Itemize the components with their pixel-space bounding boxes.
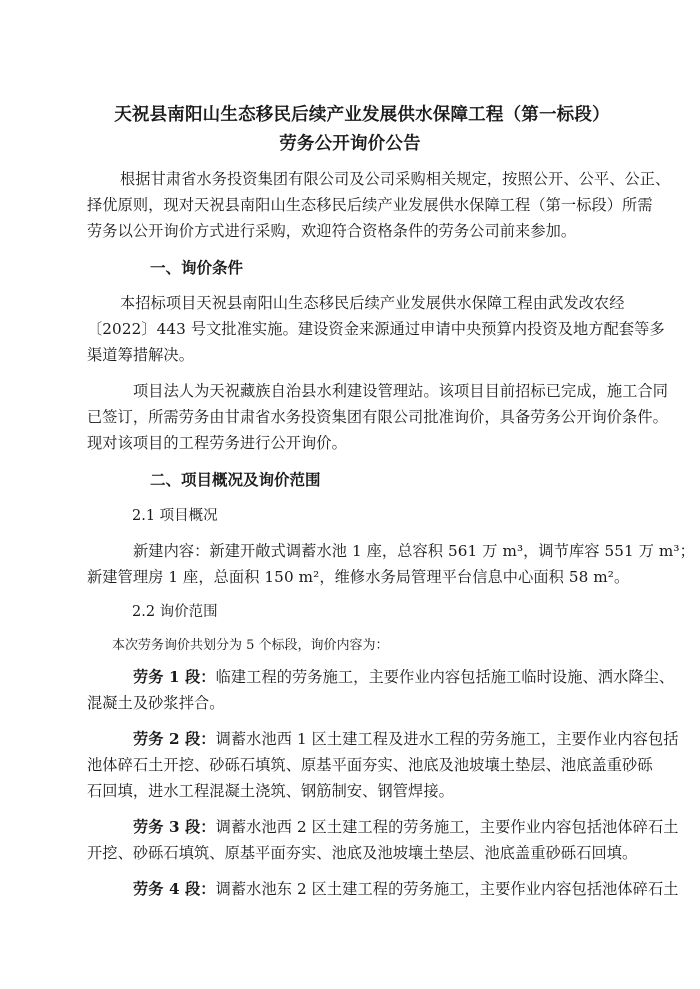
section-1-heading: 一、询价条件: [150, 258, 244, 277]
lot-1-label: 劳务 1 段：: [133, 668, 216, 686]
intro-line-2: 择优原则，现对天祝县南阳山生态移民后续产业发展供水保障工程（第一标段）所需: [87, 196, 653, 214]
lot-3-text: 调蓄水池西 2 区土建工程的劳务施工，主要作业内容包括池体碎石土: [215, 818, 679, 836]
section-1-para2-line-3: 现对该项目的工程劳务进行公开询价。: [87, 434, 347, 452]
section-1-para2-line-2: 已签订，所需劳务由甘肃省水务投资集团有限公司批准询价，具备劳务公开询价条件。: [87, 408, 668, 426]
lot-2-label: 劳务 2 段：: [133, 730, 216, 748]
intro-line-1: 根据甘肃省水务投资集团有限公司及公司采购相关规定，按照公开、公平、公正、: [120, 170, 671, 188]
intro-line-3: 劳务以公开询价方式进行采购，欢迎符合资格条件的劳务公司前来参加。: [87, 222, 577, 240]
lot-2-line-1: [133, 728, 679, 749]
lot-3-line-1: [133, 816, 679, 837]
lot-4-text: 调蓄水池东 2 区土建工程的劳务施工，主要作业内容包括池体碎石土: [215, 880, 679, 898]
document-title: 天祝县南阳山生态移民后续产业发展供水保障工程（第一标段）: [114, 105, 610, 125]
section-1-para1-line-2: 〔2022〕443 号文批准实施。建设资金来源通过申请中央预算内投资及地方配套等多: [87, 320, 665, 338]
lot-1-line-1: [133, 666, 674, 687]
lot-2-line-3: 石回填，进水工程混凝土浇筑、钢筋制安、钢管焊接。: [87, 782, 454, 800]
overview-line-2: 新建管理房 1 座，总面积 150 m²，维修水务局管理平台信息中心面积 58 m²。: [87, 568, 630, 586]
overview-line-1: 新建内容：新建开敞式调蓄水池 1 座，总容积 561 万 m³，调节库容 551 万 m³；: [133, 542, 695, 560]
section-1-para1-line-1: 本招标项目天祝县南阳山生态移民后续产业发展供水保障工程由武发改农经: [120, 294, 625, 312]
section-1-para1-line-3: 渠道筹措解决。: [87, 346, 195, 364]
lot-4-label: 劳务 4 段：: [133, 880, 216, 898]
subsection-2-1-heading: 2.1 项目概况: [132, 508, 218, 524]
lot-3-label: 劳务 3 段：: [133, 818, 216, 836]
lot-1-text: 临建工程的劳务施工，主要作业内容包括施工临时设施、洒水降尘、: [215, 668, 675, 686]
lot-3-line-2: 开挖、砂砾石填筑、原基平面夯实、池底及池坡壤土垫层、池底盖重砂砾石回填。: [87, 844, 638, 862]
lot-2-line-2: 池体碎石土开挖、砂砾石填筑、原基平面夯实、池底及池坡壤土垫层、池底盖重砂砾: [87, 756, 653, 774]
lot-2-text: 调蓄水池西 1 区土建工程及进水工程的劳务施工，主要作业内容包括: [215, 730, 679, 748]
lot-4-line-1: [133, 878, 679, 899]
document-subtitle: 劳务公开询价公告: [279, 134, 421, 154]
section-2-heading: 二、项目概况及询价范围: [150, 470, 321, 489]
section-1-para2-line-1: 项目法人为天祝藏族自治县水利建设管理站。该项目目前招标已完成，施工合同: [133, 382, 669, 400]
lot-1-line-2: 混凝土及砂浆拌合。: [87, 694, 225, 712]
subsection-2-2-heading: 2.2 询价范围: [132, 604, 218, 620]
scope-intro: 本次劳务询价共划分为 5 个标段，询价内容为：: [112, 638, 389, 653]
